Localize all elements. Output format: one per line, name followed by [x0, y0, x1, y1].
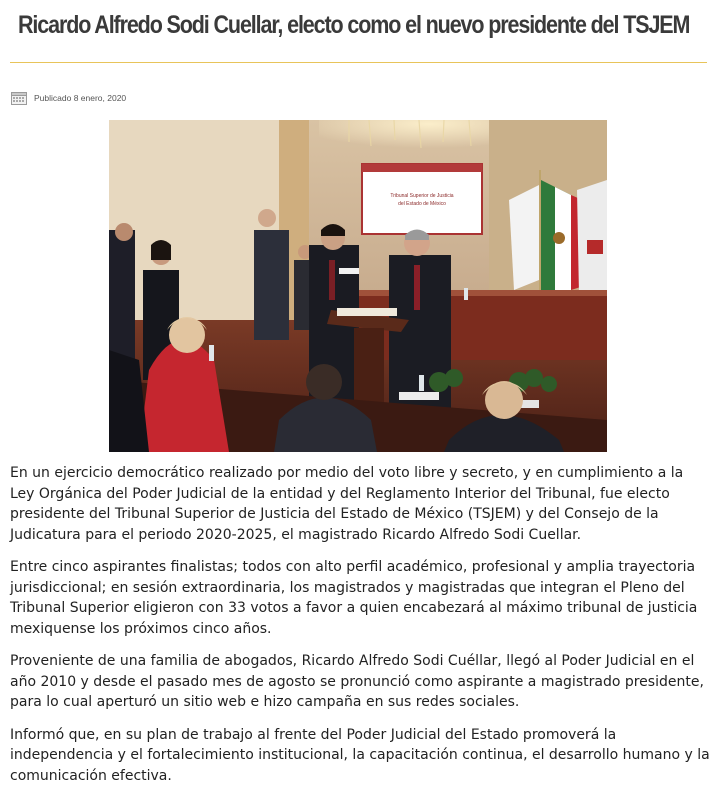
- paragraph-1: En un ejercicio democrático realizado por medio del voto libre y secreto, y en cumplimiento a la Ley Orgánica del Poder Judicial de la entidad y del Reglamento Interior del Tribunal, fue electo presidente del Tribunal Superior de Justicia del Estado de México (TSJEM) y del Consejo de la Judicatura para el periodo 2020-2025, el magistrado Ricardo Alfredo Sodi Cuellar.: [10, 465, 684, 543]
- article-meta: [11, 90, 126, 106]
- article-title: Ricardo Alfredo Sodi Cuellar, electo como el nuevo presidente del TSJEM: [18, 11, 690, 39]
- title-divider: [10, 62, 707, 63]
- publish-date: Publicado 8 enero, 2020: [34, 93, 127, 103]
- article-body: [10, 463, 710, 798]
- screen-text-line2: del Estado de México: [398, 201, 446, 207]
- article-photo: [109, 120, 607, 452]
- paragraph-4: Informó que, en su plan de trabajo al frente del Poder Judicial del Estado promoverá la independencia y el fortalecimiento institucional, la capacitación continua, el desarrollo humano y la comunicación efectiva.: [10, 726, 710, 784]
- calendar-icon: [11, 91, 27, 105]
- paragraph-3: Proveniente de una familia de abogados, Ricardo Alfredo Sodi Cuéllar, llegó al Poder Judicial en el año 2010 y desde el pasado mes de agosto se pronunció como aspirante a magistrado presidente, para lo cual aperturó un sitio web e hizo campaña en sus redes sociales.: [10, 653, 704, 710]
- paragraph-2: Entre cinco aspirantes finalistas; todos con alto perfil académico, profesional y amplia trayectoria jurisdiccional; en sesión extraordinaria, los magistrados y magistradas que integran el Pleno del Tribunal Superior eligieron con 33 votos a favor a quien encabezará al máximo tribunal de justicia mexiquense los próximos cinco años.: [10, 559, 698, 637]
- swearing-in-photo: [109, 120, 607, 452]
- screen-text-line1: Tribunal Superior de Justicia: [390, 193, 454, 199]
